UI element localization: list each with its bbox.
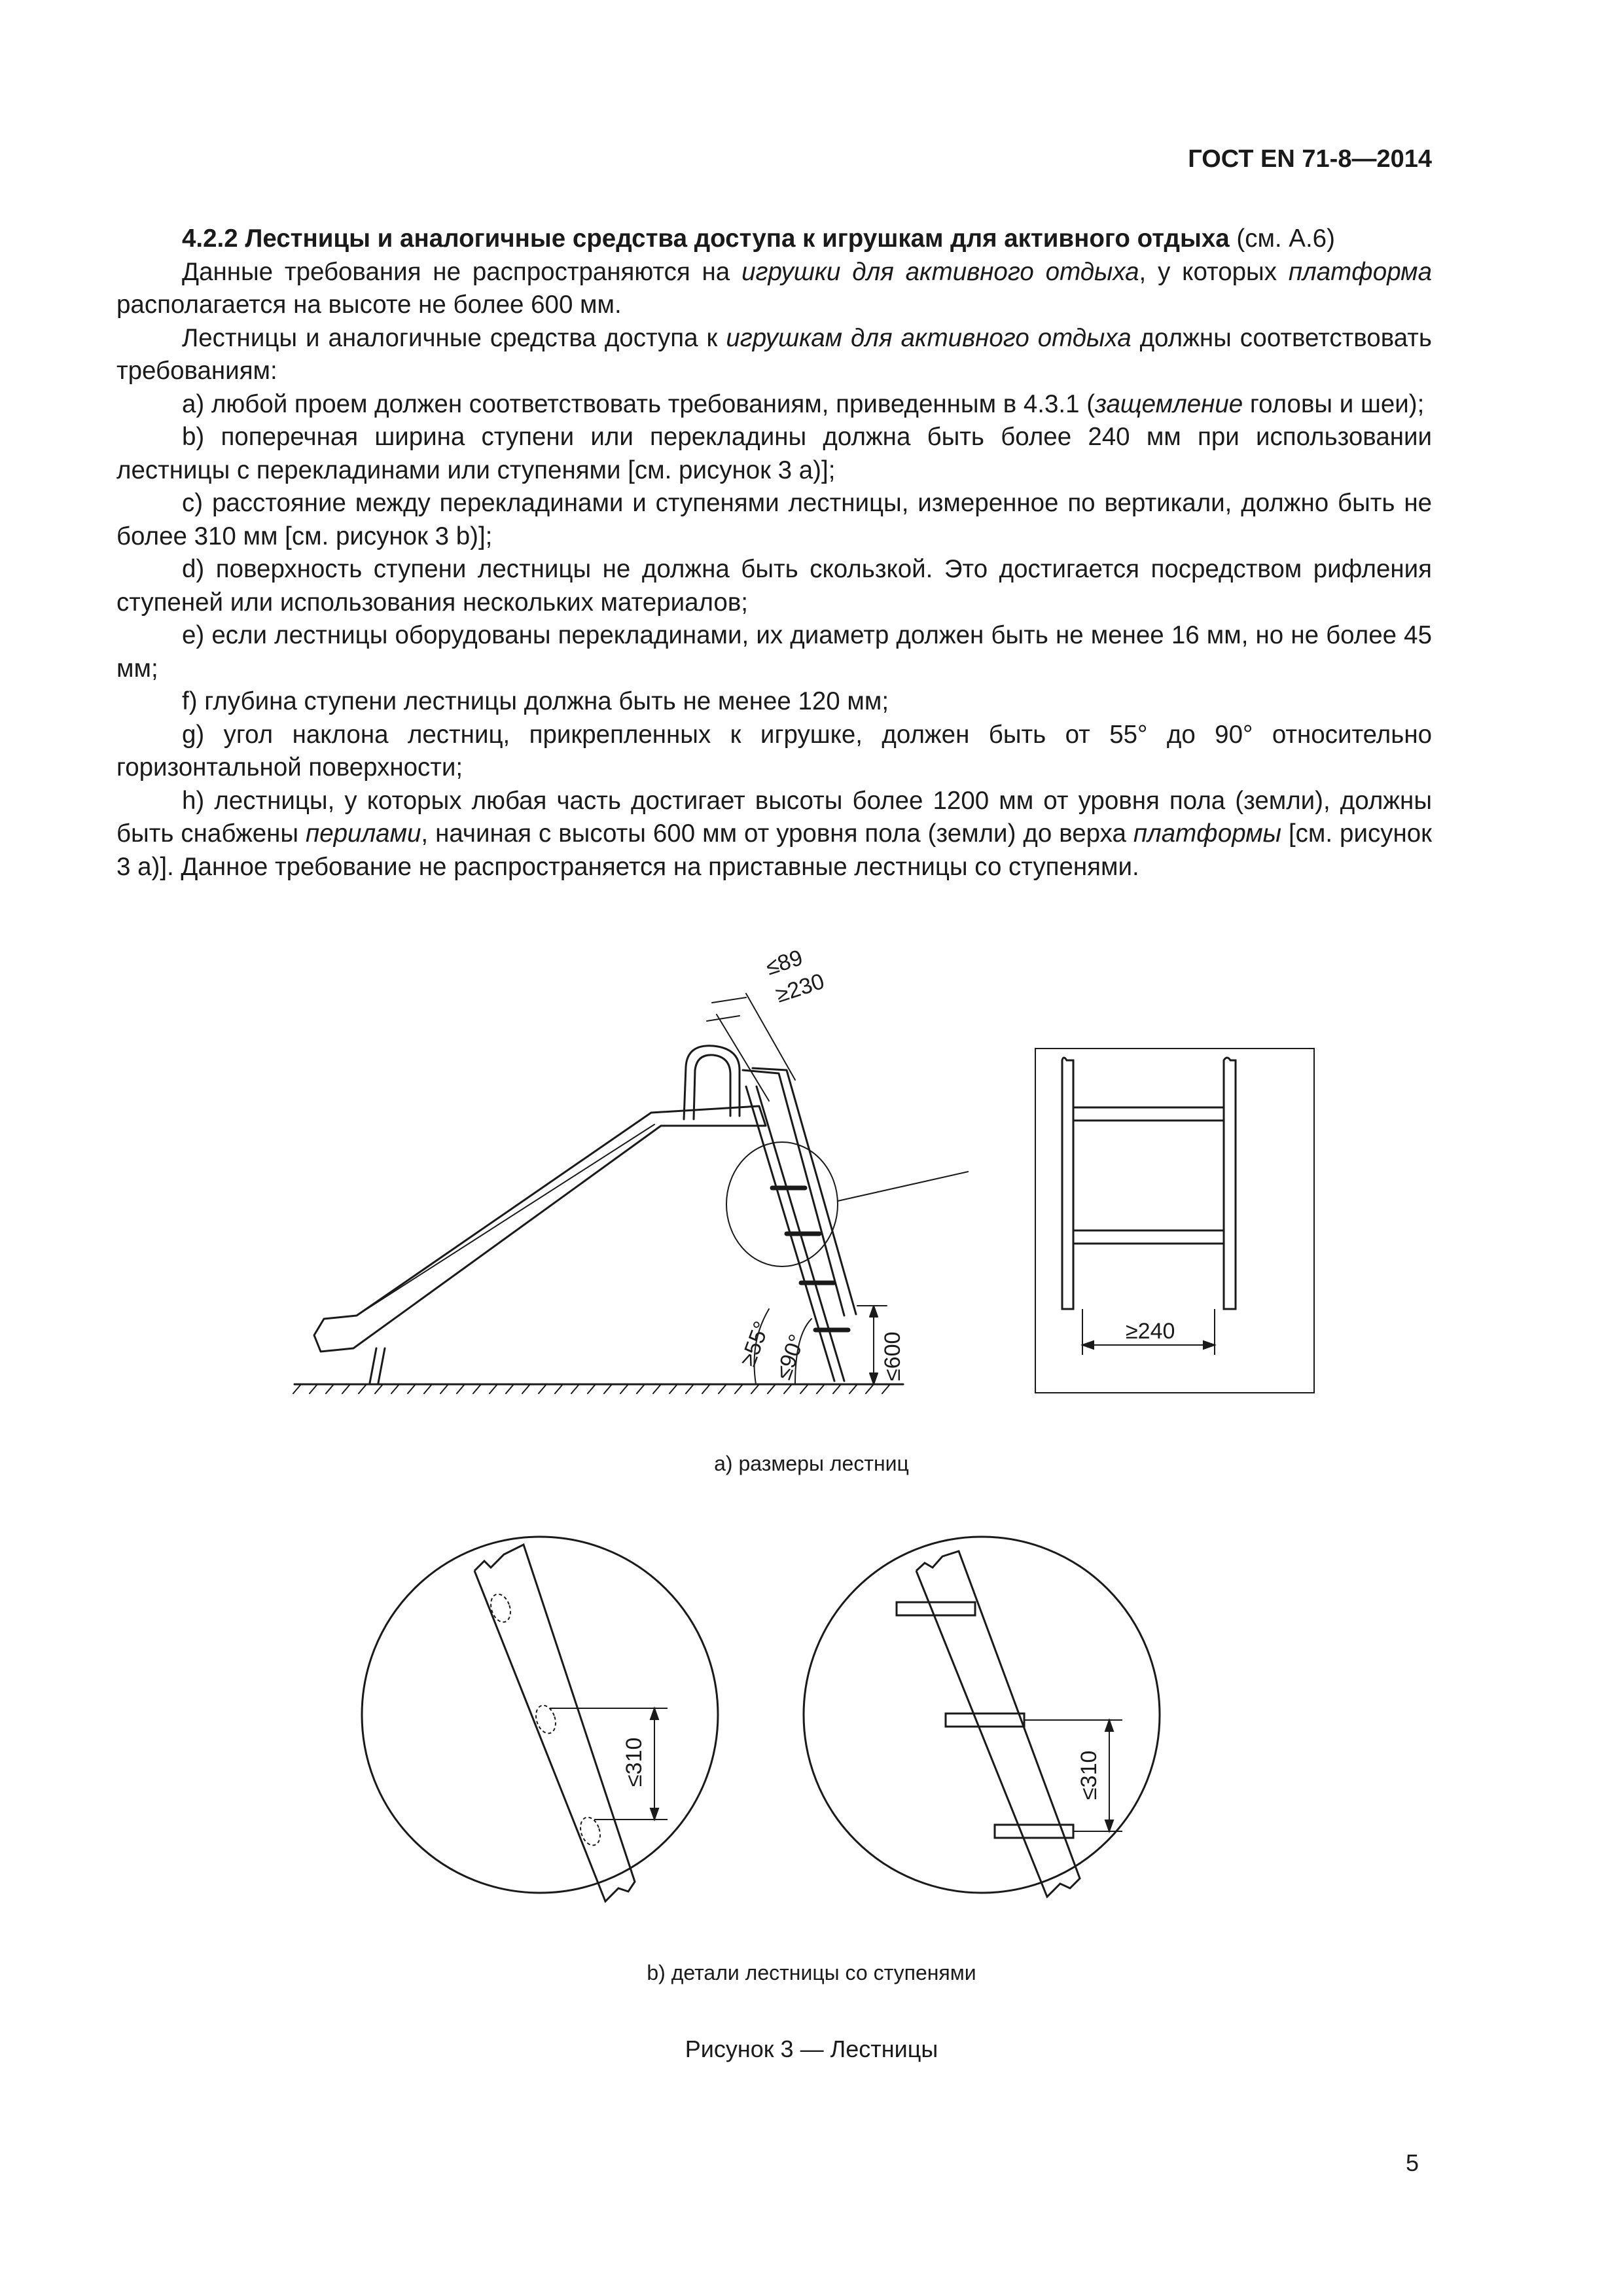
slide-chute: [314, 1106, 766, 1352]
list-item-e: e) если лестницы оборудованы перекладинами, их диаметр должен быть не менее 16 мм, но не более 45 мм;: [116, 621, 1432, 683]
spacing-label-left: ≤310: [622, 1737, 647, 1787]
page-number: 5: [1406, 2149, 1419, 2176]
figure-title: Рисунок 3 — Лестницы: [685, 2036, 938, 2062]
list-item-f: f) глубина ступени лестницы должна быть не менее 120 мм;: [182, 687, 889, 715]
list-item-g: g) угол наклона лестниц, прикрепленных к игрушке, должен быть от 55° до 90° относительно горизонтальной поверхности;: [116, 720, 1432, 781]
detail-circle-right: [804, 1537, 1160, 1893]
detail-circle-left: [362, 1537, 718, 1893]
list-item-h: h) лестницы, у которых любая часть достигает высоты более 1200 мм от уровня пола (земли), должны быть снабжены перилами, начиная с высоты 600 мм от уровня пола (земли) до верха платформы [см. рисунок 3 а)]. Данное требование не распространяется на приставные лестницы со ступенями.: [116, 786, 1432, 881]
spacing-label-right: ≤310: [1077, 1750, 1101, 1800]
list-item-d: d) поверхность ступени лестницы не должна быть скользкой. Это достигается посредством рифления ступеней или использования нескольких материалов;: [116, 555, 1432, 617]
list-item-a: a) любой проем должен соответствовать требованиям, приведенным в 4.3.1 (защемление головы и шеи);: [182, 389, 1425, 418]
dim-step-depth-label: ≤89: [762, 945, 806, 980]
dim-step-width-label: ≥230: [772, 969, 828, 1008]
detail-leader: [838, 1172, 969, 1201]
section-heading: 4.2.2 Лестницы и аналогичные средства доступа к игрушкам для активного отдыха (см. А.6): [182, 224, 1335, 253]
slide-ladder-diagram: [288, 929, 969, 1414]
height-label: ≤600: [880, 1331, 905, 1381]
list-item-b: b) поперечная ширина ступени или перекладины должна быть более 240 мм при использовании лестницы с перекладинами или ступенями [см. рисунок 3 а)];: [116, 423, 1432, 484]
rung-spacing-detail-right: [795, 1525, 1168, 1905]
width-label: ≥240: [1126, 1319, 1175, 1344]
ladder-detail-box: [1034, 1047, 1315, 1394]
document-code: ГОСТ EN 71-8—2014: [1188, 145, 1432, 173]
ground-hatching: [293, 1384, 890, 1393]
detail-ladder: [1062, 1058, 1236, 1309]
angle-max-label: ≤90°: [770, 1331, 810, 1383]
figure-a-caption: a) размеры лестниц: [714, 1452, 909, 1475]
paragraph: Лестницы и аналогичные средства доступа к игрушкам для активного отдыха должны соответствовать требованиям:: [116, 323, 1432, 385]
spacing-dimension-right: [1024, 1720, 1122, 1831]
figure-b-caption: b) детали лестницы со ступенями: [647, 1961, 976, 1984]
paragraph: Данные требования не распространяются на игрушки для активного отдыха, у которых платформа располагается на высоте не более 600 мм.: [116, 257, 1432, 319]
rung-spacing-detail-left: [360, 1525, 733, 1905]
ladder-rail: [474, 1545, 635, 1901]
list-item-c: c) расстояние между перекладинами и ступенями лестницы, измеренное по вертикали, должно быть не более 310 мм [см. рисунок 3 b)];: [116, 489, 1432, 550]
angle-min-label: ≥55°: [735, 1318, 775, 1370]
section-text: [116, 223, 1432, 884]
